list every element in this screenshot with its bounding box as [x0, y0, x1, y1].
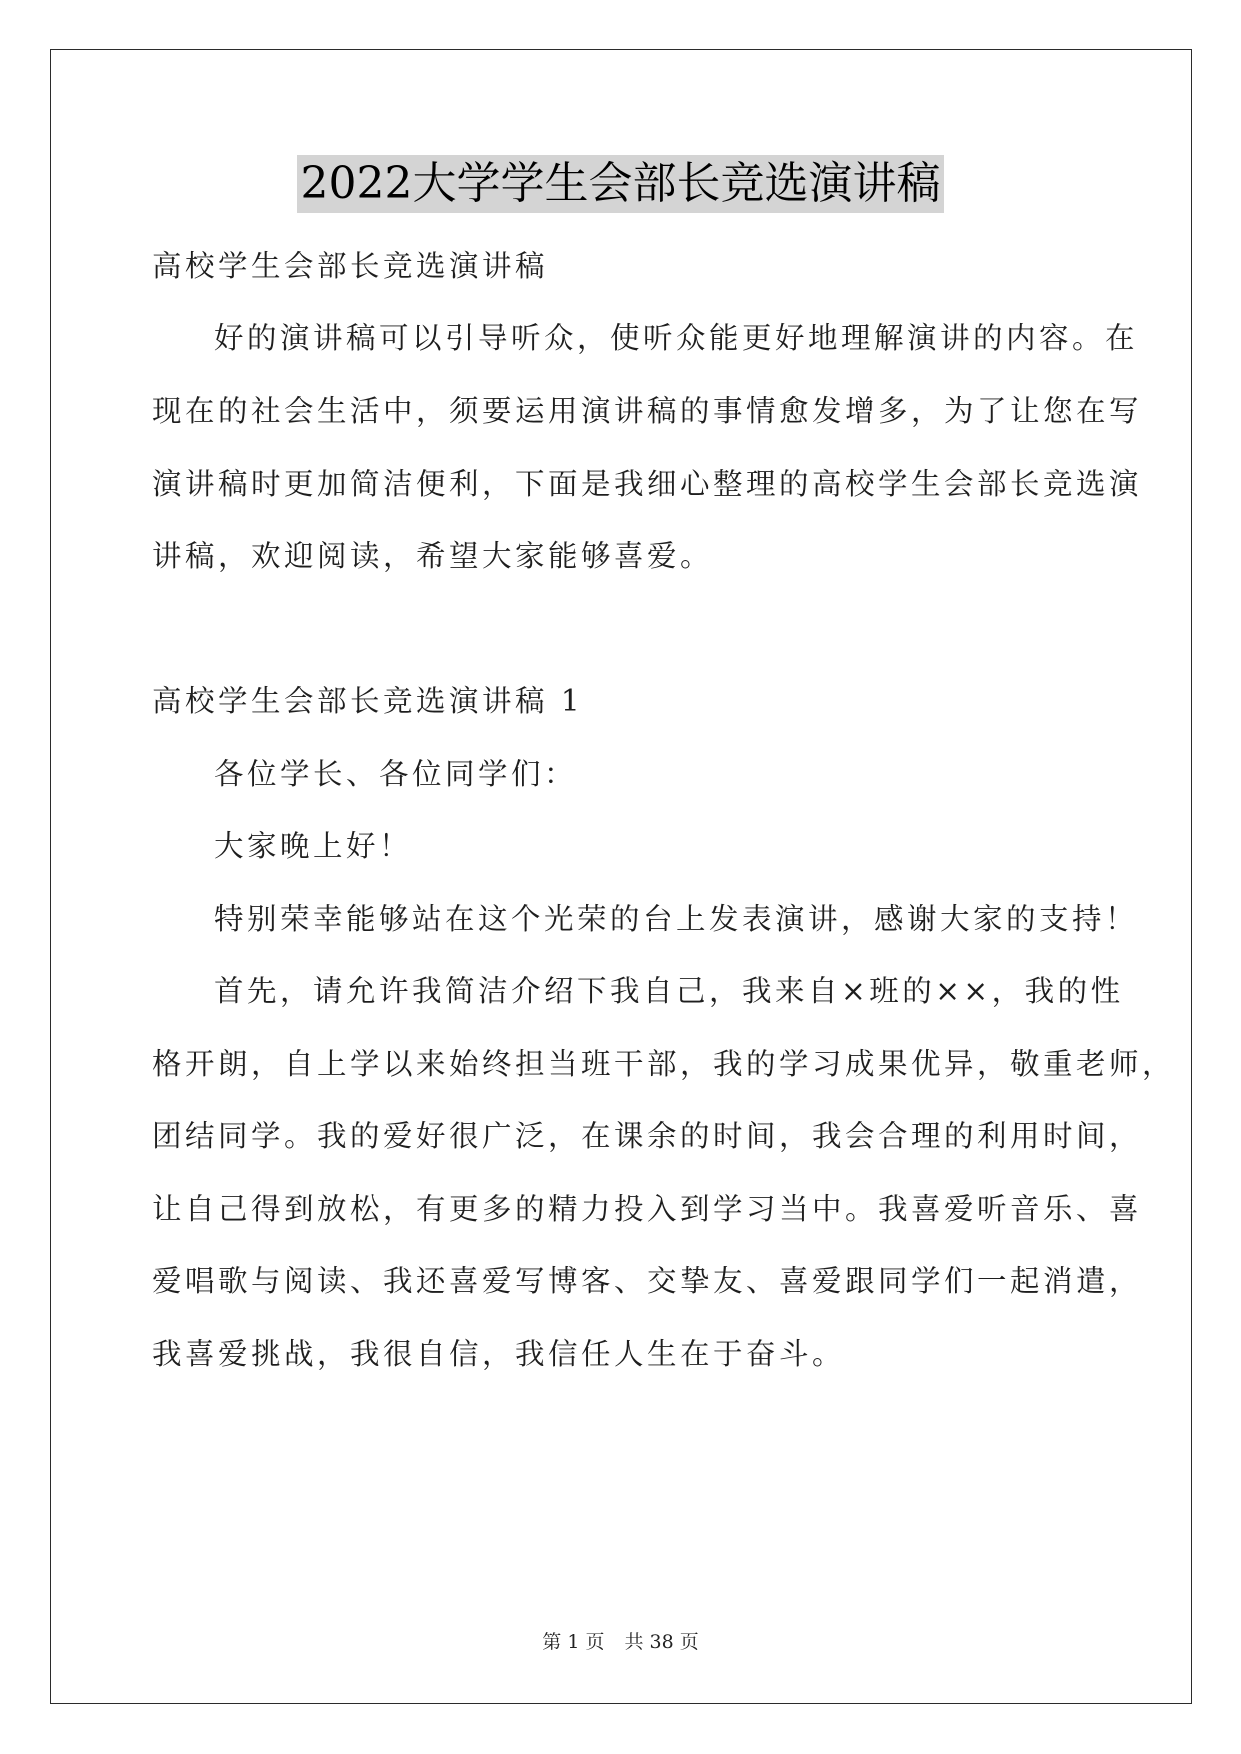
subtitle-heading: 高校学生会部长竞选演讲稿 — [152, 249, 549, 283]
self-intro-paragraph-line: 格开朗，自上学以来始终担当班干部，我的学习成果优异，敬重老师， — [152, 1047, 1176, 1081]
page-number: 第 1 页 — [542, 1631, 605, 1653]
greeting: 大家晚上好！ — [214, 829, 413, 863]
self-intro-paragraph-line: 让自己得到放松，有更多的精力投入到学习当中。我喜爱听音乐、喜 — [152, 1192, 1143, 1226]
page-total: 共 38 页 — [624, 1631, 699, 1653]
self-intro-paragraph-line: 团结同学。我的爱好很广泛，在课余的时间，我会合理的利用时间， — [152, 1119, 1143, 1153]
intro-paragraph-line: 讲稿，欢迎阅读，希望大家能够喜爱。 — [152, 539, 714, 573]
document-title-text: 2022大学学生会部长竞选演讲稿 — [297, 155, 945, 213]
intro-paragraph-line: 好的演讲稿可以引导听众，使听众能更好地理解演讲的内容。在 — [214, 321, 1139, 355]
document-title — [0, 155, 1241, 213]
self-intro-paragraph-line: 爱唱歌与阅读、我还喜爱写博客、交挚友、喜爱跟同学们一起消遣， — [152, 1264, 1143, 1298]
salutation: 各位学长、各位同学们： — [214, 757, 578, 791]
self-intro-paragraph-line: 首先，请允许我简洁介绍下我自己，我来自×班的××，我的性 — [214, 974, 1124, 1008]
page-footer — [0, 1627, 1241, 1654]
intro-paragraph-line: 演讲稿时更加简洁便利，下面是我细心整理的高校学生会部长竞选演 — [152, 467, 1143, 501]
thanks-paragraph: 特别荣幸能够站在这个光荣的台上发表演讲，感谢大家的支持！ — [214, 902, 1139, 936]
intro-paragraph-line: 现在的社会生活中，须要运用演讲稿的事情愈发增多，为了让您在写 — [152, 394, 1143, 428]
page-border — [50, 49, 1192, 1704]
section-heading: 高校学生会部长竞选演讲稿 1 — [152, 684, 584, 718]
self-intro-paragraph-line: 我喜爱挑战，我很自信，我信任人生在于奋斗。 — [152, 1337, 846, 1371]
